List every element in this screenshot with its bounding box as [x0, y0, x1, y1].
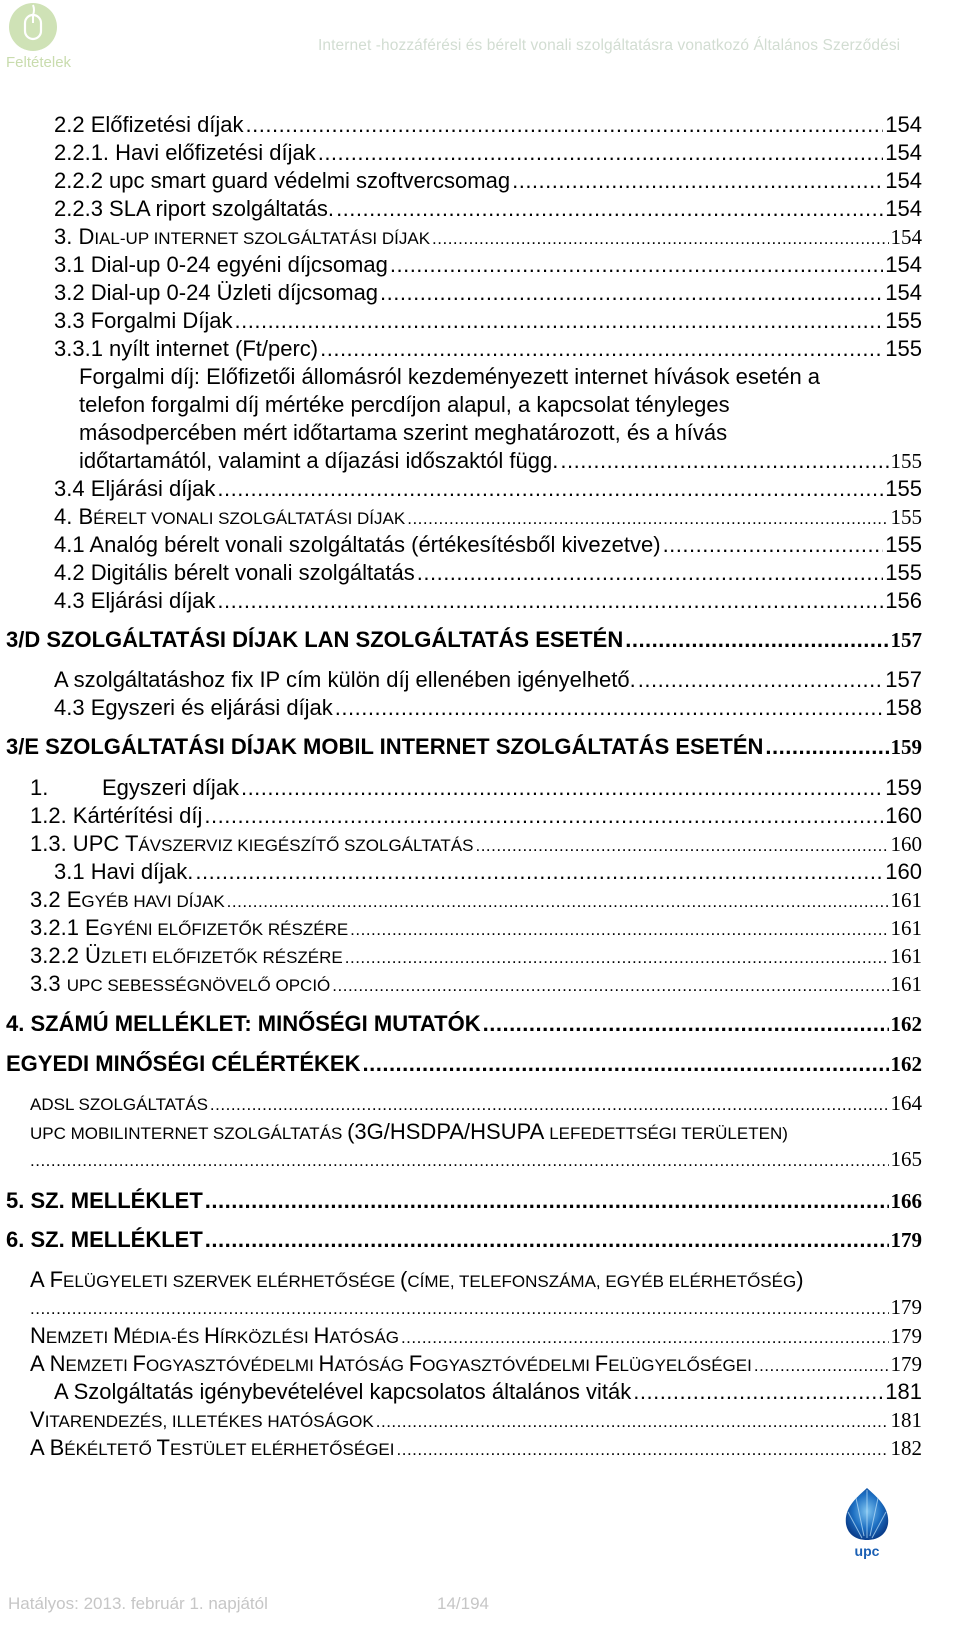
toc-entry[interactable] [30, 1435, 922, 1465]
toc-entry-title: A szolgáltatáshoz fix IP cím külön díj ellenében igényelhető. [54, 667, 636, 692]
toc-entry-title-initial: 3.2.2 Ü [30, 943, 101, 968]
page-counter: 14/194 [437, 1594, 489, 1613]
toc-entry[interactable] [30, 887, 922, 917]
toc-entry-title: 4.3 Eljárási díjak [54, 588, 216, 613]
dot-leader [205, 1188, 889, 1214]
dot-leader [625, 627, 888, 653]
toc-page-number: 179 [890, 1324, 922, 1348]
toc-entry-title: 4.1 Analóg bérelt vonali szolgáltatás (értékesítésből kivezetve) [54, 532, 661, 557]
toc-page-number: 165 [890, 1147, 922, 1171]
toc-entry-title-part: ATÓSÁG [334, 1356, 409, 1375]
toc-entry-title-rest: GYÉNI ELŐFIZETŐK RÉSZÉRE [99, 920, 349, 939]
toc-entry-title-part: F [594, 1351, 609, 1376]
toc-heading-title: 3/D SZOLGÁLTATÁSI DÍJAK LAN SZOLGÁLTATÁS ESETÉN [6, 627, 624, 652]
toc-entry-title-part: ÉKÉLTETŐ [64, 1440, 157, 1459]
toc-entry[interactable] [30, 943, 922, 973]
dot-leader [345, 948, 889, 968]
toc-entry[interactable] [54, 560, 922, 590]
toc-page-number: 155 [890, 505, 922, 529]
toc-paragraph-entry[interactable] [79, 363, 939, 475]
paragraph-last-line [79, 447, 922, 475]
dot-leader [335, 695, 883, 721]
effective-date: Hatályos: 2013. február 1. napjától [8, 1594, 268, 1613]
toc-entry-title [30, 1351, 752, 1377]
toc-entry-title-initial: 3.2 E [30, 887, 82, 912]
toc-page-number: 155 [885, 308, 922, 333]
document-title: Internet -hozzáférési és bérelt vonali szolgáltatásra vonatkozó Általános Szerződési [318, 37, 901, 54]
toc-entry-title [30, 1323, 399, 1349]
toc-page-number: 179 [890, 1295, 922, 1319]
toc-page-number: 160 [890, 832, 922, 856]
dot-leader [332, 976, 888, 996]
toc-entry-title-part: N [30, 1323, 46, 1348]
toc-entry-title: 3.3.1 nyílt internet (Ft/perc) [54, 336, 319, 361]
toc-entry[interactable] [54, 336, 922, 366]
dot-leader [765, 734, 888, 760]
toc-entry-title [30, 1435, 395, 1461]
toc-entry-title-rest: ZLETI ELŐFIZETŐK RÉSZÉRE [100, 948, 343, 967]
toc-page-number: 158 [885, 695, 922, 720]
dot-leader [633, 1379, 883, 1405]
toc-page-number: 162 [890, 1012, 922, 1036]
dot-leader [318, 140, 884, 166]
toc-page-number: 155 [890, 449, 922, 473]
toc-entry[interactable] [54, 532, 922, 562]
toc-entry-title-rest: ÁVSZERVIZ KIEGÉSZÍTŐ SZOLGÁLTATÁS [138, 836, 474, 855]
toc-entry-title-part: H [318, 1351, 335, 1376]
toc-entry-title-part: ELÜGYELŐSÉGEI [608, 1356, 752, 1375]
dot-leader [205, 1227, 889, 1253]
toc-entry-title [30, 775, 239, 801]
toc-entry-title: 2.2.3 SLA riport szolgáltatás. [54, 196, 335, 221]
toc-entry-title-part: EMZETI [45, 1328, 113, 1347]
toc-entry[interactable] [54, 252, 922, 282]
toc-entry-title: ADSL SZOLGÁLTATÁS [30, 1095, 208, 1114]
toc-entry-title-rest: UPC SEBESSÉGNÖVELŐ OPCIÓ [66, 976, 331, 995]
toc-entry-title: 2.2 Előfizetési díjak [54, 112, 244, 137]
toc-entry-title-part: T [156, 1435, 170, 1460]
toc-page-number: 160 [885, 803, 922, 828]
toc-page-number: 162 [890, 1052, 922, 1076]
toc-entry-title-part: LEFEDETTSÉGI TERÜLETEN) [549, 1124, 788, 1143]
dot-leader [227, 892, 889, 912]
toc-page-number: 161 [890, 944, 922, 968]
toc-entry-title-part: CÍME, TELEFONSZÁMA, EGYÉB ELÉRHETŐSÉG [407, 1272, 797, 1291]
toc-entry[interactable] [54, 476, 922, 506]
toc-page-number: 179 [890, 1228, 922, 1252]
toc-entry-leader-line [30, 1295, 922, 1323]
toc-entry-title-part: EMZETI [65, 1356, 133, 1375]
dot-leader [217, 588, 883, 614]
toc-entry[interactable] [54, 695, 922, 725]
toc-entry[interactable] [30, 1351, 922, 1381]
toc-entry-title-part: F [132, 1351, 146, 1376]
dot-leader [235, 308, 884, 334]
toc-page-number: 154 [885, 196, 922, 221]
toc-entry-title-part: A N [30, 1351, 66, 1376]
dot-leader [401, 1328, 889, 1348]
toc-entry-title-part: ÍRKÖZLÉSI [219, 1328, 314, 1347]
toc-entry-title-part: V [30, 1407, 45, 1432]
toc-entry[interactable] [54, 308, 922, 338]
toc-entry-title [30, 971, 330, 997]
page-footer [0, 1540, 960, 1625]
toc-entry-number: 1. [30, 775, 49, 800]
toc-entry-title-part: OGYASZTÓVÉDELMI [145, 1356, 319, 1375]
dot-leader [754, 1356, 889, 1376]
toc-entry[interactable] [30, 1323, 922, 1353]
toc-entry[interactable] [54, 280, 922, 310]
toc-entry[interactable] [54, 196, 922, 226]
toc-entry-title-rest: IAL-UP INTERNET SZOLGÁLTATÁSI DÍJAK [94, 229, 431, 248]
dot-leader [30, 1299, 889, 1319]
toc-heading-title: 3/E SZOLGÁLTATÁSI DÍJAK MOBIL INTERNET SZOLGÁLTATÁS ESETÉN [6, 734, 764, 759]
toc-entry-title: 3.1 Havi díjak. [54, 859, 194, 884]
toc-entry[interactable] [30, 803, 922, 833]
dot-leader [432, 229, 888, 249]
paragraph-line: Forgalmi díj: Előfizetői állomásról kezdeményezett internet hívások esetén a [79, 364, 821, 389]
logo-label: Feltételek [6, 54, 72, 71]
toc-entry-title-part: H [313, 1323, 330, 1348]
toc-entry-label: Egyszeri díjak [102, 775, 239, 800]
paragraph-line: időtartamától, valamint a díjazási időszaktól függ. [79, 448, 559, 473]
toc-heading-title: 6. SZ. MELLÉKLET [6, 1227, 203, 1252]
toc-heading-title: 5. SZ. MELLÉKLET [6, 1188, 203, 1213]
dot-leader [390, 252, 883, 278]
toc-entry-title-initial: 3.2.1 E [30, 915, 100, 940]
toc-page-number: 161 [890, 888, 922, 912]
dot-leader [397, 1440, 889, 1460]
toc-entry-title-part: UPC MOBILINTERNET SZOLGÁLTATÁS [30, 1124, 348, 1143]
toc-entry-title-initial: 4. B [54, 504, 94, 529]
page-header [0, 0, 960, 80]
toc-page-number: 155 [885, 560, 922, 585]
toc-page-number: 156 [885, 588, 922, 613]
dot-leader [417, 560, 884, 586]
toc-entry[interactable] [54, 859, 922, 889]
dot-leader [204, 803, 883, 829]
dot-leader [380, 280, 883, 306]
dot-leader [217, 476, 883, 502]
toc-page-number: 166 [890, 1189, 922, 1213]
toc-entry-title-initial: 1.3. UPC T [30, 831, 139, 856]
toc-page-number: 154 [885, 140, 922, 165]
toc-entry-title [54, 224, 430, 250]
toc-entry-title-part: ( [399, 1267, 408, 1292]
toc-entry-title [30, 1407, 374, 1433]
toc-heading[interactable] [6, 1051, 922, 1081]
toc-entry-multiline[interactable] [30, 1119, 922, 1175]
toc-entry-title-part: ATÓSÁG [329, 1328, 399, 1347]
upc-logo-icon [838, 1480, 896, 1569]
toc-entry-title-part: H [204, 1323, 220, 1348]
toc-entry-title-rest: ÉRELT VONALI SZOLGÁLTATÁSI DÍJAK [93, 509, 406, 528]
dot-leader [195, 859, 883, 885]
toc-entry-title: 4.2 Digitális bérelt vonali szolgáltatás [54, 560, 415, 585]
toc-page-number: 161 [890, 972, 922, 996]
toc-heading[interactable] [6, 1011, 922, 1041]
toc-entry-title-part: ÉDIA-ÉS [131, 1328, 205, 1347]
toc-entry-title [30, 915, 348, 941]
toc-entry-title [30, 831, 473, 857]
dot-leader [483, 1011, 889, 1037]
toc-page-number: 179 [890, 1352, 922, 1376]
toc-page-number: 155 [885, 336, 922, 361]
dot-leader [246, 112, 884, 138]
toc-page-number: 157 [885, 667, 922, 692]
toc-page-number: 157 [890, 628, 922, 652]
toc-page-number: 181 [885, 1379, 922, 1404]
toc-entry[interactable] [54, 112, 922, 142]
toc-entry-title-part: M [112, 1323, 132, 1348]
toc-entry-title [30, 887, 225, 913]
dot-leader [512, 168, 883, 194]
toc-page-number: 155 [885, 476, 922, 501]
toc-entry[interactable] [54, 1379, 922, 1409]
toc-entry-title: A Szolgáltatás igénybevételével kapcsolatos általános viták [54, 1379, 632, 1404]
toc-entry-title-rest: GYÉB HAVI DÍJAK [81, 892, 225, 911]
toc-entry-title-initial: 3. D [54, 224, 95, 249]
toc-entry-title: 2.2.2 upc smart guard védelmi szoftvercsomag [54, 168, 511, 193]
toc-page-number: 164 [890, 1091, 922, 1115]
dot-leader [363, 1051, 889, 1077]
dot-leader [320, 336, 883, 362]
toc-entry[interactable] [30, 1091, 922, 1121]
toc-heading-title: 4. SZÁMÚ MELLÉKLET: MINŐSÉGI MUTATÓK [6, 1011, 481, 1036]
toc-entry[interactable] [54, 140, 922, 170]
toc-entry[interactable] [30, 915, 922, 945]
toc-page-number: 155 [885, 532, 922, 557]
toc-entry-title-part: F [408, 1351, 423, 1376]
dot-leader [210, 1095, 889, 1115]
toc-heading[interactable] [6, 1227, 922, 1257]
toc-entry[interactable] [30, 775, 922, 805]
toc-page-number: 154 [885, 280, 922, 305]
toc-entry-title-part: ELÜGYELETI SZERVEK ELÉRHETŐSÉGE [63, 1272, 400, 1291]
dot-leader [407, 509, 888, 529]
dot-leader [30, 1151, 889, 1171]
toc-page-number: 154 [885, 112, 922, 137]
svg-text:upc: upc [854, 1543, 880, 1559]
toc-entry-multiline[interactable] [30, 1267, 922, 1323]
toc-heading[interactable] [6, 1188, 922, 1218]
toc-entry-title-part: A B [30, 1435, 65, 1460]
toc-entry-title: 3.3 Forgalmi Díjak [54, 308, 233, 333]
toc-entry[interactable] [30, 971, 922, 1001]
toc-entry-title-initial: 3.3 [30, 971, 67, 996]
toc-entry-title: 3.4 Eljárási díjak [54, 476, 216, 501]
toc-entry-title-part: (3G/HSDPA/HSUPA [347, 1119, 550, 1144]
dot-leader [560, 447, 888, 475]
toc-entry-title-part: ) [796, 1267, 804, 1292]
toc-page-number: 154 [890, 225, 922, 249]
paragraph-line: telefon forgalmi díj mértéke percdíjon alapul, a kapcsolat tényleges [79, 392, 730, 417]
toc-entry-title [30, 943, 343, 969]
toc-entry-title [54, 504, 405, 530]
toc-page-number: 159 [885, 775, 922, 800]
toc-entry-title [30, 1119, 922, 1147]
dot-leader [638, 667, 884, 693]
toc-entry-title: 3.1 Dial-up 0-24 egyéni díjcsomag [54, 252, 388, 277]
toc-entry[interactable] [54, 504, 922, 534]
toc-heading-title: EGYEDI MINŐSÉGI CÉLÉRTÉKEK [6, 1051, 361, 1076]
mouse-logo-icon [8, 2, 58, 59]
dot-leader [336, 196, 883, 222]
toc-entry[interactable] [54, 667, 922, 697]
toc-entry[interactable] [54, 168, 922, 198]
toc-entry-title: 1.2. Kártérítési díj [30, 803, 203, 828]
toc-entry-title [30, 1267, 922, 1295]
toc-entry-title: 4.3 Egyszeri és eljárási díjak [54, 695, 333, 720]
dot-leader [241, 775, 883, 801]
toc-page-number: 181 [890, 1408, 922, 1432]
toc-entry-title: 2.2.1. Havi előfizetési díjak [54, 140, 316, 165]
toc-heading[interactable] [6, 627, 922, 657]
dot-leader [663, 532, 884, 558]
toc-page-number: 160 [885, 859, 922, 884]
dot-leader [350, 920, 888, 940]
dot-leader [376, 1412, 889, 1432]
toc-page-number: 161 [890, 916, 922, 940]
toc-entry-title-part: A F [30, 1267, 64, 1292]
toc-entry[interactable] [30, 1407, 922, 1437]
toc-page-number: 159 [890, 735, 922, 759]
dot-leader [475, 836, 888, 856]
toc-entry-title-part: ESTÜLET ELÉRHETŐSÉGEI [169, 1440, 395, 1459]
toc-entry[interactable] [54, 588, 922, 618]
toc-page-number: 182 [890, 1436, 922, 1460]
toc-page-number: 154 [885, 252, 922, 277]
toc-entry-title-part: ITARENDEZÉS, ILLETÉKES HATÓSÁGOK [44, 1412, 374, 1431]
toc-entry-title-part: OGYASZTÓVÉDELMI [422, 1356, 595, 1375]
toc-entry[interactable] [30, 831, 922, 861]
paragraph-line: másodpercében mért időtartama szerint meghatározott, és a hívás [79, 420, 728, 445]
toc-entry-title: 3.2 Dial-up 0-24 Üzleti díjcsomag [54, 280, 379, 305]
toc-entry-leader-line [30, 1147, 922, 1175]
toc-page-number: 154 [885, 168, 922, 193]
toc-entry[interactable] [54, 224, 922, 254]
toc-heading[interactable] [6, 734, 922, 764]
